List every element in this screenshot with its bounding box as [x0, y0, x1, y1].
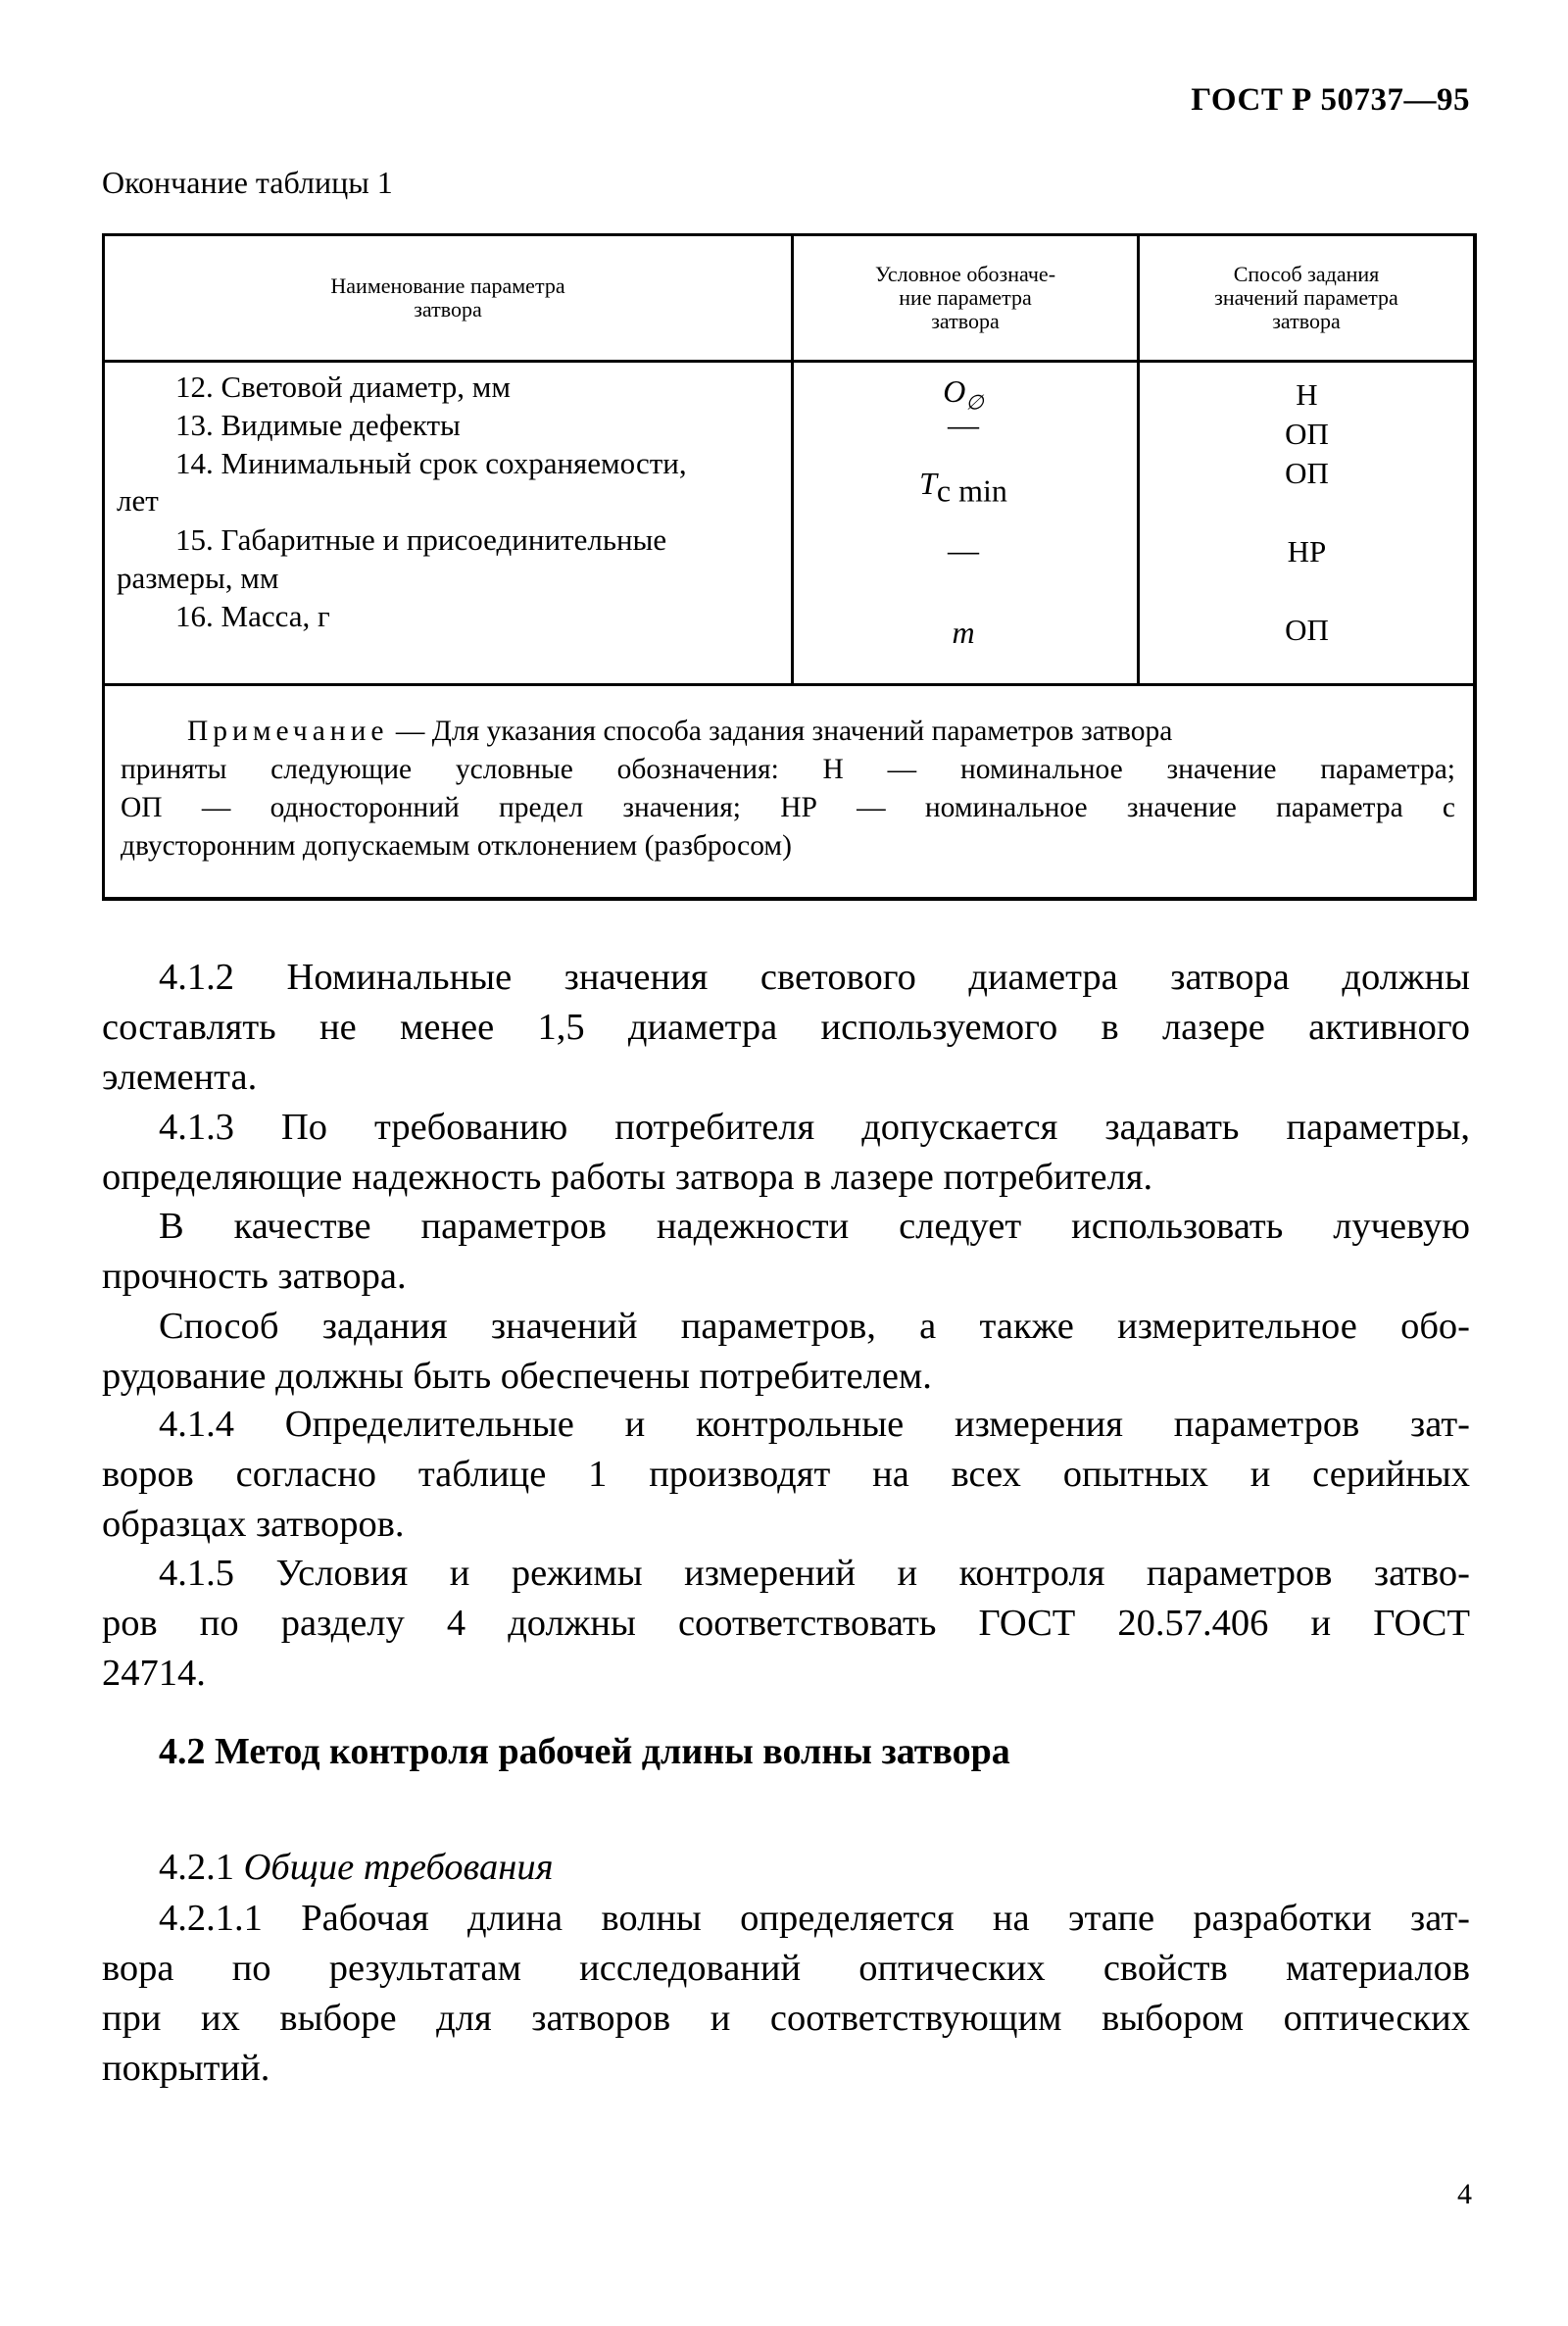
symbol-storage-time: $T_{c min}$ — [919, 466, 1007, 509]
paragraph-equipment: Способ задания значений параметров, а также измерительное обо- рудование должны быть обеспечены потребителем. — [102, 1306, 1470, 1397]
method-storage-time: ОП — [1285, 456, 1329, 490]
note-line: Примечание — Для указания способа задания значений параметров затвора — [187, 716, 1173, 747]
symbol-visible-defects: — — [948, 407, 979, 442]
paragraph-reliability: В качестве параметров надежности следует использовать лучевую прочность затвора. — [102, 1206, 1470, 1297]
table-caption: Окончание таблицы 1 — [102, 165, 393, 200]
method-light-diameter: Н — [1296, 377, 1318, 412]
table-row-name: 14. Минимальный срок сохраняемости, — [175, 446, 687, 480]
section-heading: 4.2 Метод контроля рабочей длины волны затвора — [159, 1731, 1010, 1772]
paragraph-4-1-3: 4.1.3 По требованию потребителя допускается задавать параметры, определяющие надежность работы затвора в лазере потребителя. — [102, 1107, 1470, 1198]
column-header-method: Способ задания значений параметра затвора — [1214, 262, 1398, 333]
table-note — [105, 685, 1473, 897]
paragraph-4-2-1-1: 4.2.1.1 Рабочая длина волны определяется на этапе разработки зат- вора по результатам исследований оптических свойств материалов при их выборе для затворов и соответствующим выбором оптических покрытий. — [102, 1898, 1470, 2089]
method-mass: ОП — [1285, 613, 1329, 647]
table-row-name: 16. Масса, г — [175, 599, 330, 633]
subsection-heading: 4.2.1 Общие требования — [159, 1847, 554, 1888]
paragraph-4-1-2: 4.1.2 Номинальные значения светового диаметра затвора должны составлять не менее 1,5 диаметра используемого в лазере активного элемента. — [102, 957, 1470, 1098]
table-row-name: 13. Видимые дефекты — [175, 408, 461, 442]
table-row-name: 15. Габаритные и присоединительные — [175, 522, 667, 557]
document-code: ГОСТ Р 50737—95 — [1191, 82, 1470, 118]
parameters-table — [102, 233, 1477, 901]
table-row-name-cont: размеры, мм — [117, 561, 279, 595]
note-label: Примечание — [187, 716, 389, 747]
table-row-name-cont: лет — [117, 483, 159, 518]
table-row-name: 12. Световой диаметр, мм — [175, 370, 511, 404]
symbol-light-diameter: $O_\emptyset$ — [943, 373, 984, 415]
paragraph-4-1-4: 4.1.4 Определительные и контрольные измерения параметров зат- воров согласно таблице 1 производят на всех опытных и серийных образцах затворов. — [102, 1404, 1470, 1545]
column-header-symbol: Условное обозначе- ние параметра затвора — [874, 262, 1056, 333]
table-header — [105, 236, 1473, 363]
note-line: приняты следующие условные обозначения: Н — номинальное значение параметра; — [121, 754, 1455, 785]
note-line: ОП — односторонний предел значения; НР — номинальное значение параметра с — [121, 792, 1455, 823]
method-visible-defects: ОП — [1285, 417, 1329, 451]
column-header-name: Наименование параметра затвора — [330, 273, 565, 322]
page-number: 4 — [1457, 2178, 1472, 2210]
symbol-mass: m — [952, 615, 975, 650]
symbol-dimensions: — — [948, 532, 979, 568]
table-body — [105, 360, 1473, 686]
note-line: двусторонним допускаемым отклонением (разбросом) — [121, 830, 792, 862]
paragraph-4-1-5: 4.1.5 Условия и режимы измерений и контроля параметров затво- ров по разделу 4 должны соответствовать ГОСТ 20.57.406 и ГОСТ 24714. — [102, 1553, 1470, 1694]
method-dimensions: НР — [1287, 534, 1327, 569]
